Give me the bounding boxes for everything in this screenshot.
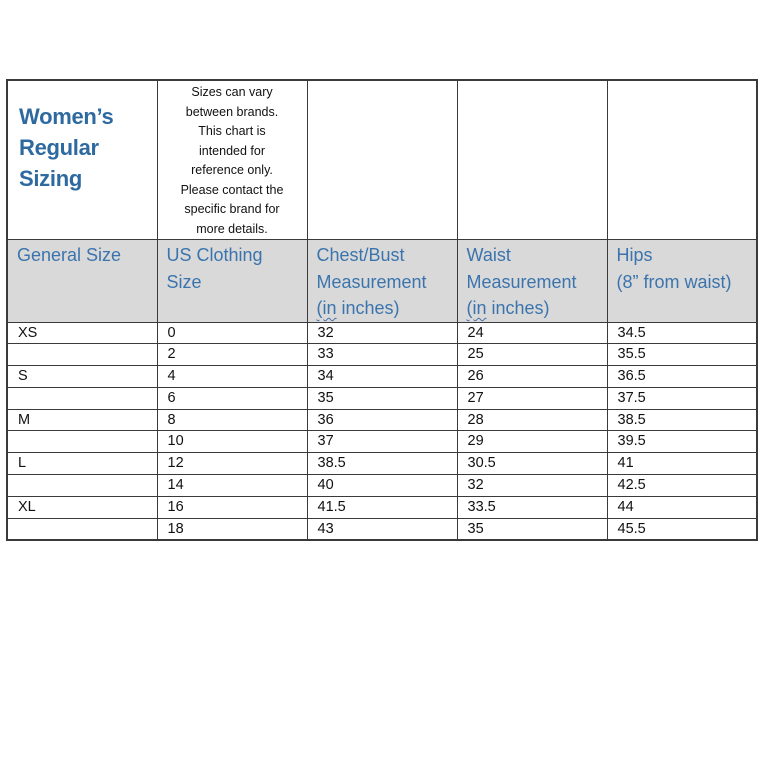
header-text: Measurement: [466, 271, 577, 292]
cell-us-size: [157, 387, 307, 409]
cell-text: 32: [317, 324, 334, 341]
header-text: Waist: [466, 245, 511, 265]
cell-chest: [307, 387, 457, 409]
cell-waist: [457, 387, 607, 409]
cell-us-size: [157, 322, 307, 344]
header-text-squiggle: (in: [316, 298, 337, 318]
header-text: Measurement: [316, 271, 427, 292]
header-text: US Clothing: [166, 245, 263, 265]
cell-us-size: [157, 366, 307, 388]
cell-general-size: [7, 344, 157, 366]
note-line: specific brand for: [184, 202, 280, 216]
cell-text: 38.5: [617, 411, 646, 428]
cell-text: 41: [617, 455, 634, 472]
cell-hips: [607, 475, 757, 497]
cell-chest: [307, 518, 457, 540]
cell-text: 24: [467, 324, 484, 341]
header-text: Size: [166, 271, 202, 292]
size-chart-table: [6, 79, 758, 541]
header-text: (8” from waist): [616, 271, 732, 292]
note-line: between brands.: [185, 104, 279, 119]
note-line: This chart is: [198, 124, 266, 138]
cell-hips: [607, 431, 757, 453]
cell-text: 10: [167, 433, 184, 450]
cell-hips: [607, 496, 757, 518]
header-text: Chest/Bust: [316, 245, 405, 265]
header-waist: [457, 240, 607, 323]
header-text-rest: inches): [336, 298, 400, 318]
cell-chest: [307, 431, 457, 453]
cell-us-size: [157, 496, 307, 518]
cell-text: 37: [317, 433, 334, 450]
table-row: [7, 518, 757, 540]
cell-text: 34.5: [617, 324, 646, 341]
empty-cell: [457, 80, 607, 240]
table-row: [7, 453, 757, 475]
cell-text: 45.5: [617, 520, 646, 537]
header-text: [317, 295, 457, 322]
empty-cell: [307, 80, 457, 240]
cell-text: 41.5: [317, 498, 346, 515]
cell-general-size: [7, 366, 157, 388]
cell-text: 36: [317, 411, 334, 428]
cell-chest: [307, 322, 457, 344]
header-chest-bust: [307, 240, 457, 323]
cell-text: XS: [18, 324, 38, 341]
cell-waist: [457, 431, 607, 453]
cell-us-size: [157, 344, 307, 366]
title-line: Women’s: [19, 104, 114, 129]
cell-chest: [307, 366, 457, 388]
note-line: intended for: [198, 143, 266, 158]
header-hips: [607, 240, 757, 323]
cell-general-size: [7, 431, 157, 453]
cell-general-size: [7, 453, 157, 475]
cell-text: 43: [317, 520, 334, 537]
table-row: [7, 344, 757, 366]
cell-hips: [607, 518, 757, 540]
cell-text: 35: [317, 389, 334, 406]
header-us-clothing-size: [157, 240, 307, 323]
cell-waist: [457, 366, 607, 388]
cell-text: 38.5: [317, 455, 346, 472]
cell-text: 28: [467, 411, 484, 428]
cell-text: S: [18, 368, 28, 385]
cell-hips: [607, 344, 757, 366]
cell-text: 0: [167, 324, 176, 341]
table-row: [7, 496, 757, 518]
table-row: [7, 366, 757, 388]
cell-text: 29: [467, 433, 484, 450]
cell-chest: [307, 496, 457, 518]
cell-text: 18: [167, 520, 184, 537]
header-text-squiggle: (in: [466, 298, 487, 318]
cell-text: 35.5: [617, 346, 646, 363]
cell-text: 8: [167, 411, 176, 428]
header-general-size: [7, 240, 157, 323]
cell-text: 12: [167, 455, 184, 472]
cell-text: 39.5: [617, 433, 646, 450]
cell-hips: [607, 366, 757, 388]
table-row: [7, 475, 757, 497]
cell-general-size: [7, 322, 157, 344]
cell-general-size: [7, 496, 157, 518]
cell-general-size: [7, 409, 157, 431]
cell-hips: [607, 409, 757, 431]
cell-us-size: [157, 475, 307, 497]
cell-text: 33.5: [467, 498, 496, 515]
table-row: [7, 431, 757, 453]
cell-text: 27: [467, 389, 484, 406]
chart-title: [8, 81, 157, 194]
cell-text: M: [18, 411, 31, 428]
cell-text: 30.5: [467, 455, 496, 472]
cell-text: 16: [167, 498, 184, 515]
cell-text: 6: [167, 389, 176, 406]
cell-text: 34: [317, 368, 334, 385]
cell-text: 37.5: [617, 389, 646, 406]
cell-text: 32: [467, 477, 484, 494]
cell-us-size: [157, 453, 307, 475]
table-row: [7, 387, 757, 409]
cell-chest: [307, 344, 457, 366]
cell-us-size: [157, 518, 307, 540]
disclaimer-note: [158, 81, 307, 239]
cell-chest: [307, 453, 457, 475]
cell-text: 44: [617, 498, 634, 515]
cell-text: 14: [167, 477, 184, 494]
title-line: Sizing: [19, 166, 82, 191]
cell-us-size: [157, 431, 307, 453]
note-line: Sizes can vary: [191, 85, 273, 99]
cell-text: L: [18, 455, 27, 472]
note-line: more details.: [196, 221, 268, 236]
cell-us-size: [157, 409, 307, 431]
empty-cell: [607, 80, 757, 240]
cell-text: 26: [467, 368, 484, 385]
table-row: [7, 409, 757, 431]
cell-text: 35: [467, 520, 484, 537]
size-chart-sheet: [6, 79, 756, 541]
cell-text: 2: [167, 346, 176, 363]
header-text: Hips: [616, 245, 653, 265]
cell-general-size: [7, 475, 157, 497]
cell-text: 42.5: [617, 477, 646, 494]
cell-waist: [457, 453, 607, 475]
cell-waist: [457, 409, 607, 431]
cell-waist: [457, 322, 607, 344]
cell-waist: [457, 518, 607, 540]
cell-waist: [457, 496, 607, 518]
cell-text: XL: [18, 498, 36, 515]
note-line: reference only.: [191, 163, 273, 177]
cell-waist: [457, 344, 607, 366]
cell-general-size: [7, 387, 157, 409]
intro-row: [7, 80, 757, 240]
cell-chest: [307, 475, 457, 497]
header-text-rest: inches): [486, 298, 550, 318]
cell-waist: [457, 475, 607, 497]
cell-text: 36.5: [617, 368, 646, 385]
cell-hips: [607, 387, 757, 409]
cell-hips: [607, 453, 757, 475]
cell-text: 25: [467, 346, 484, 363]
header-row: [7, 240, 757, 323]
cell-chest: [307, 409, 457, 431]
cell-hips: [607, 322, 757, 344]
header-text: General Size: [17, 245, 122, 265]
cell-text: 4: [167, 368, 176, 385]
cell-general-size: [7, 518, 157, 540]
header-text: [467, 295, 607, 322]
disclaimer-cell: [157, 80, 307, 240]
note-line: Please contact the: [180, 182, 284, 197]
title-line: Regular: [19, 135, 99, 160]
cell-text: 33: [317, 346, 334, 363]
title-cell: [7, 80, 157, 240]
cell-text: 40: [317, 477, 334, 494]
table-row: [7, 322, 757, 344]
